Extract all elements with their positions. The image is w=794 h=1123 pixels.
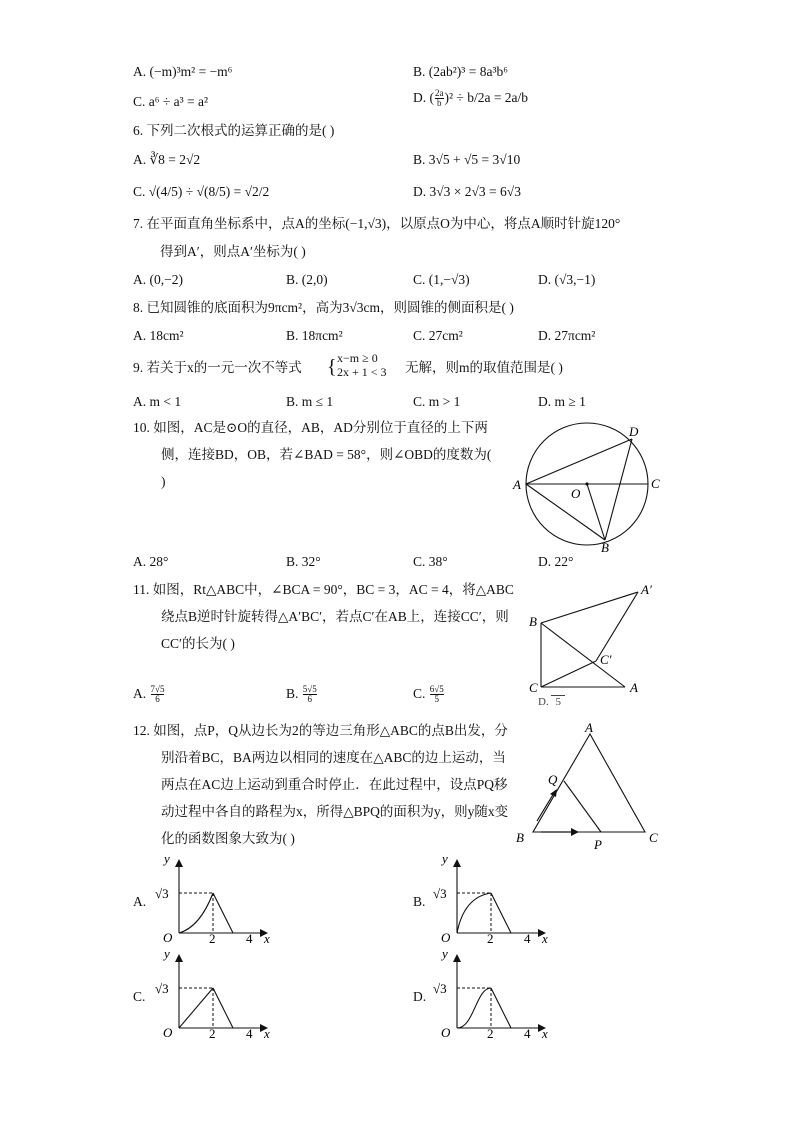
- q5-option-d-label: D.: [413, 90, 427, 105]
- q10-option-a: A. 28°: [133, 554, 169, 569]
- q11-triangle-figure: [520, 578, 670, 703]
- q10-label-o: O: [571, 486, 581, 501]
- q12-label-b: B: [516, 830, 524, 845]
- q12-option-b-label: B.: [413, 894, 426, 909]
- q12-label-a: A: [585, 720, 593, 735]
- q10-label-b: B: [601, 540, 609, 555]
- q12-graph-b: [430, 853, 555, 945]
- svg-text:4: 4: [246, 931, 253, 946]
- svg-text:√3: √3: [433, 981, 447, 996]
- q11-label-b: B: [529, 614, 537, 629]
- q12-option-c-label: C.: [133, 989, 146, 1004]
- q11-option-a: A. $\frac{7√5}{6}$: [133, 684, 165, 705]
- svg-text:O: O: [163, 930, 173, 945]
- q12-triangle-figure: [510, 718, 670, 853]
- q7-stem-line1: 7. 在平面直角坐标系中，点A的坐标(−1,√3)，以原点O为中心，将点A顺时针旋120°: [133, 216, 621, 231]
- svg-text:y: y: [442, 851, 448, 866]
- q7-option-a: A. (0,−2): [133, 272, 183, 287]
- q9-system-line1: x−m ≥ 0: [337, 351, 378, 365]
- q5-option-b: B. (2ab²)³ = 8a³b⁶: [413, 64, 508, 79]
- q11-label-c: C: [529, 680, 538, 695]
- q12-option-d-label: D.: [413, 989, 427, 1004]
- svg-text:x: x: [542, 1026, 548, 1041]
- svg-text:4: 4: [524, 1026, 531, 1041]
- q12-label-p: P: [594, 837, 602, 852]
- svg-text:O: O: [441, 930, 451, 945]
- q12-graph-d: [430, 948, 555, 1040]
- q10-stem: 10. 如图，AC是⊙O的直径，AB，AD分别位于直径的上下两侧，连接BD，OB，若∠BAD = 58°，则∠OBD的度数为( ): [133, 420, 492, 489]
- svg-text:4: 4: [246, 1026, 253, 1041]
- q12-label-q: Q: [548, 772, 558, 787]
- q8-option-a: A. 18cm²: [133, 328, 184, 343]
- q10-circle-figure: [505, 420, 665, 555]
- q9-system-line2: 2x + 1 < 3: [337, 365, 387, 379]
- svg-text:O: O: [163, 1025, 173, 1040]
- q6-option-b: B. 3√5 + √5 = 3√10: [413, 152, 521, 167]
- svg-text:O: O: [441, 1025, 451, 1040]
- q10-label-a: A: [513, 477, 521, 492]
- q11-label-a-prime: A′: [641, 582, 652, 597]
- q6-option-c: C. √(4/5) ÷ √(8/5) = √2/2: [133, 184, 270, 199]
- q9-option-c: C. m > 1: [413, 394, 461, 409]
- q8-option-b: B. 18πcm²: [286, 328, 343, 343]
- q9-option-b: B. m ≤ 1: [286, 394, 334, 409]
- q11-option-b: B. $\frac{5√5}{6}$: [286, 684, 317, 705]
- q9-brace: {: [327, 356, 337, 378]
- q12-label-c: C: [649, 830, 658, 845]
- q10-label-c: C: [651, 476, 660, 491]
- svg-text:4: 4: [524, 931, 531, 946]
- q6-option-a: A. ∛8 = 2√2: [133, 152, 201, 167]
- svg-text:√3: √3: [155, 981, 169, 996]
- q8-option-c: C. 27cm²: [413, 328, 463, 343]
- svg-text:y: y: [164, 851, 170, 866]
- q9-option-d: D. m ≥ 1: [538, 394, 586, 409]
- q6-option-d: D. 3√3 × 2√3 = 6√3: [413, 184, 521, 199]
- svg-text:2: 2: [487, 931, 494, 946]
- q12-graph-a: [152, 853, 277, 945]
- q5-option-c: C. a⁶ ÷ a³ = a²: [133, 94, 209, 109]
- svg-text:2: 2: [209, 931, 216, 946]
- svg-text:x: x: [542, 931, 548, 946]
- q8-stem: 8. 已知圆锥的底面积为9πcm²，高为3√3cm，则圆锥的侧面积是( ): [133, 300, 514, 315]
- q12-stem: 12. 如图，点P，Q从边长为2的等边三角形△ABC的点B出发，分别沿着BC，BA两边以相同的速度在△ABC的边上运动，当两点在AC边上运动到重合时停止．在此过程中，设点PQ移动过程中各自的路程为x，所得△BPQ的面积为y，则y随x变化的函数图象大致为( ): [133, 723, 509, 846]
- q10-option-d: D. 22°: [538, 554, 574, 569]
- q8-option-d: D. 27πcm²: [538, 328, 596, 343]
- q9-option-a: A. m < 1: [133, 394, 182, 409]
- q11-label-a: A: [630, 680, 638, 695]
- q11-stem: 11. 如图，Rt△ABC中，∠BCA = 90°，BC = 3，AC = 4，将△ABC绕点B逆时针旋转得△A′BC′，若点C′在AB上，连接CC′，则CC′的长为( ): [133, 582, 514, 651]
- q9-stem-pre: 9. 若关于x的一元一次不等式: [133, 360, 302, 375]
- q6-stem: 6. 下列二次根式的运算正确的是( ): [133, 123, 335, 138]
- q11-label-c-prime: C′: [600, 652, 612, 667]
- svg-text:y: y: [164, 946, 170, 961]
- q10-label-d: D: [629, 424, 639, 439]
- q10-option-b: B. 32°: [286, 554, 321, 569]
- q7-stem-line2: 得到A′，则点A′坐标为( ): [160, 244, 306, 259]
- q7-option-d: D. (√3,−1): [538, 272, 596, 287]
- svg-text:√3: √3: [155, 886, 169, 901]
- q5-option-a: A. (−m)³m² = −m⁶: [133, 64, 233, 79]
- svg-text:x: x: [264, 1026, 270, 1041]
- svg-text:y: y: [442, 946, 448, 961]
- q11-option-d-partial: D. 5: [538, 694, 565, 711]
- svg-text:x: x: [264, 931, 270, 946]
- q10-option-c: C. 38°: [413, 554, 448, 569]
- q12-graph-c: [152, 948, 277, 1040]
- q11-option-c: C. $\frac{6√5}{5}$: [413, 684, 444, 705]
- q12-option-a-label: A.: [133, 894, 147, 909]
- q7-option-b: B. (2,0): [286, 272, 328, 287]
- q9-stem-post: 无解，则m的取值范围是( ): [405, 360, 563, 375]
- svg-text:√3: √3: [433, 886, 447, 901]
- svg-text:2: 2: [209, 1026, 216, 1041]
- svg-text:2: 2: [487, 1026, 494, 1041]
- q5-option-d-expr: )² ÷ b/2a = 2a/b: [444, 90, 529, 105]
- q5-option-d: D. ( $\frac{2a}{b}$ )² ÷ b/2a = 2a/b: [413, 88, 529, 109]
- q7-option-c: C. (1,−√3): [413, 272, 470, 287]
